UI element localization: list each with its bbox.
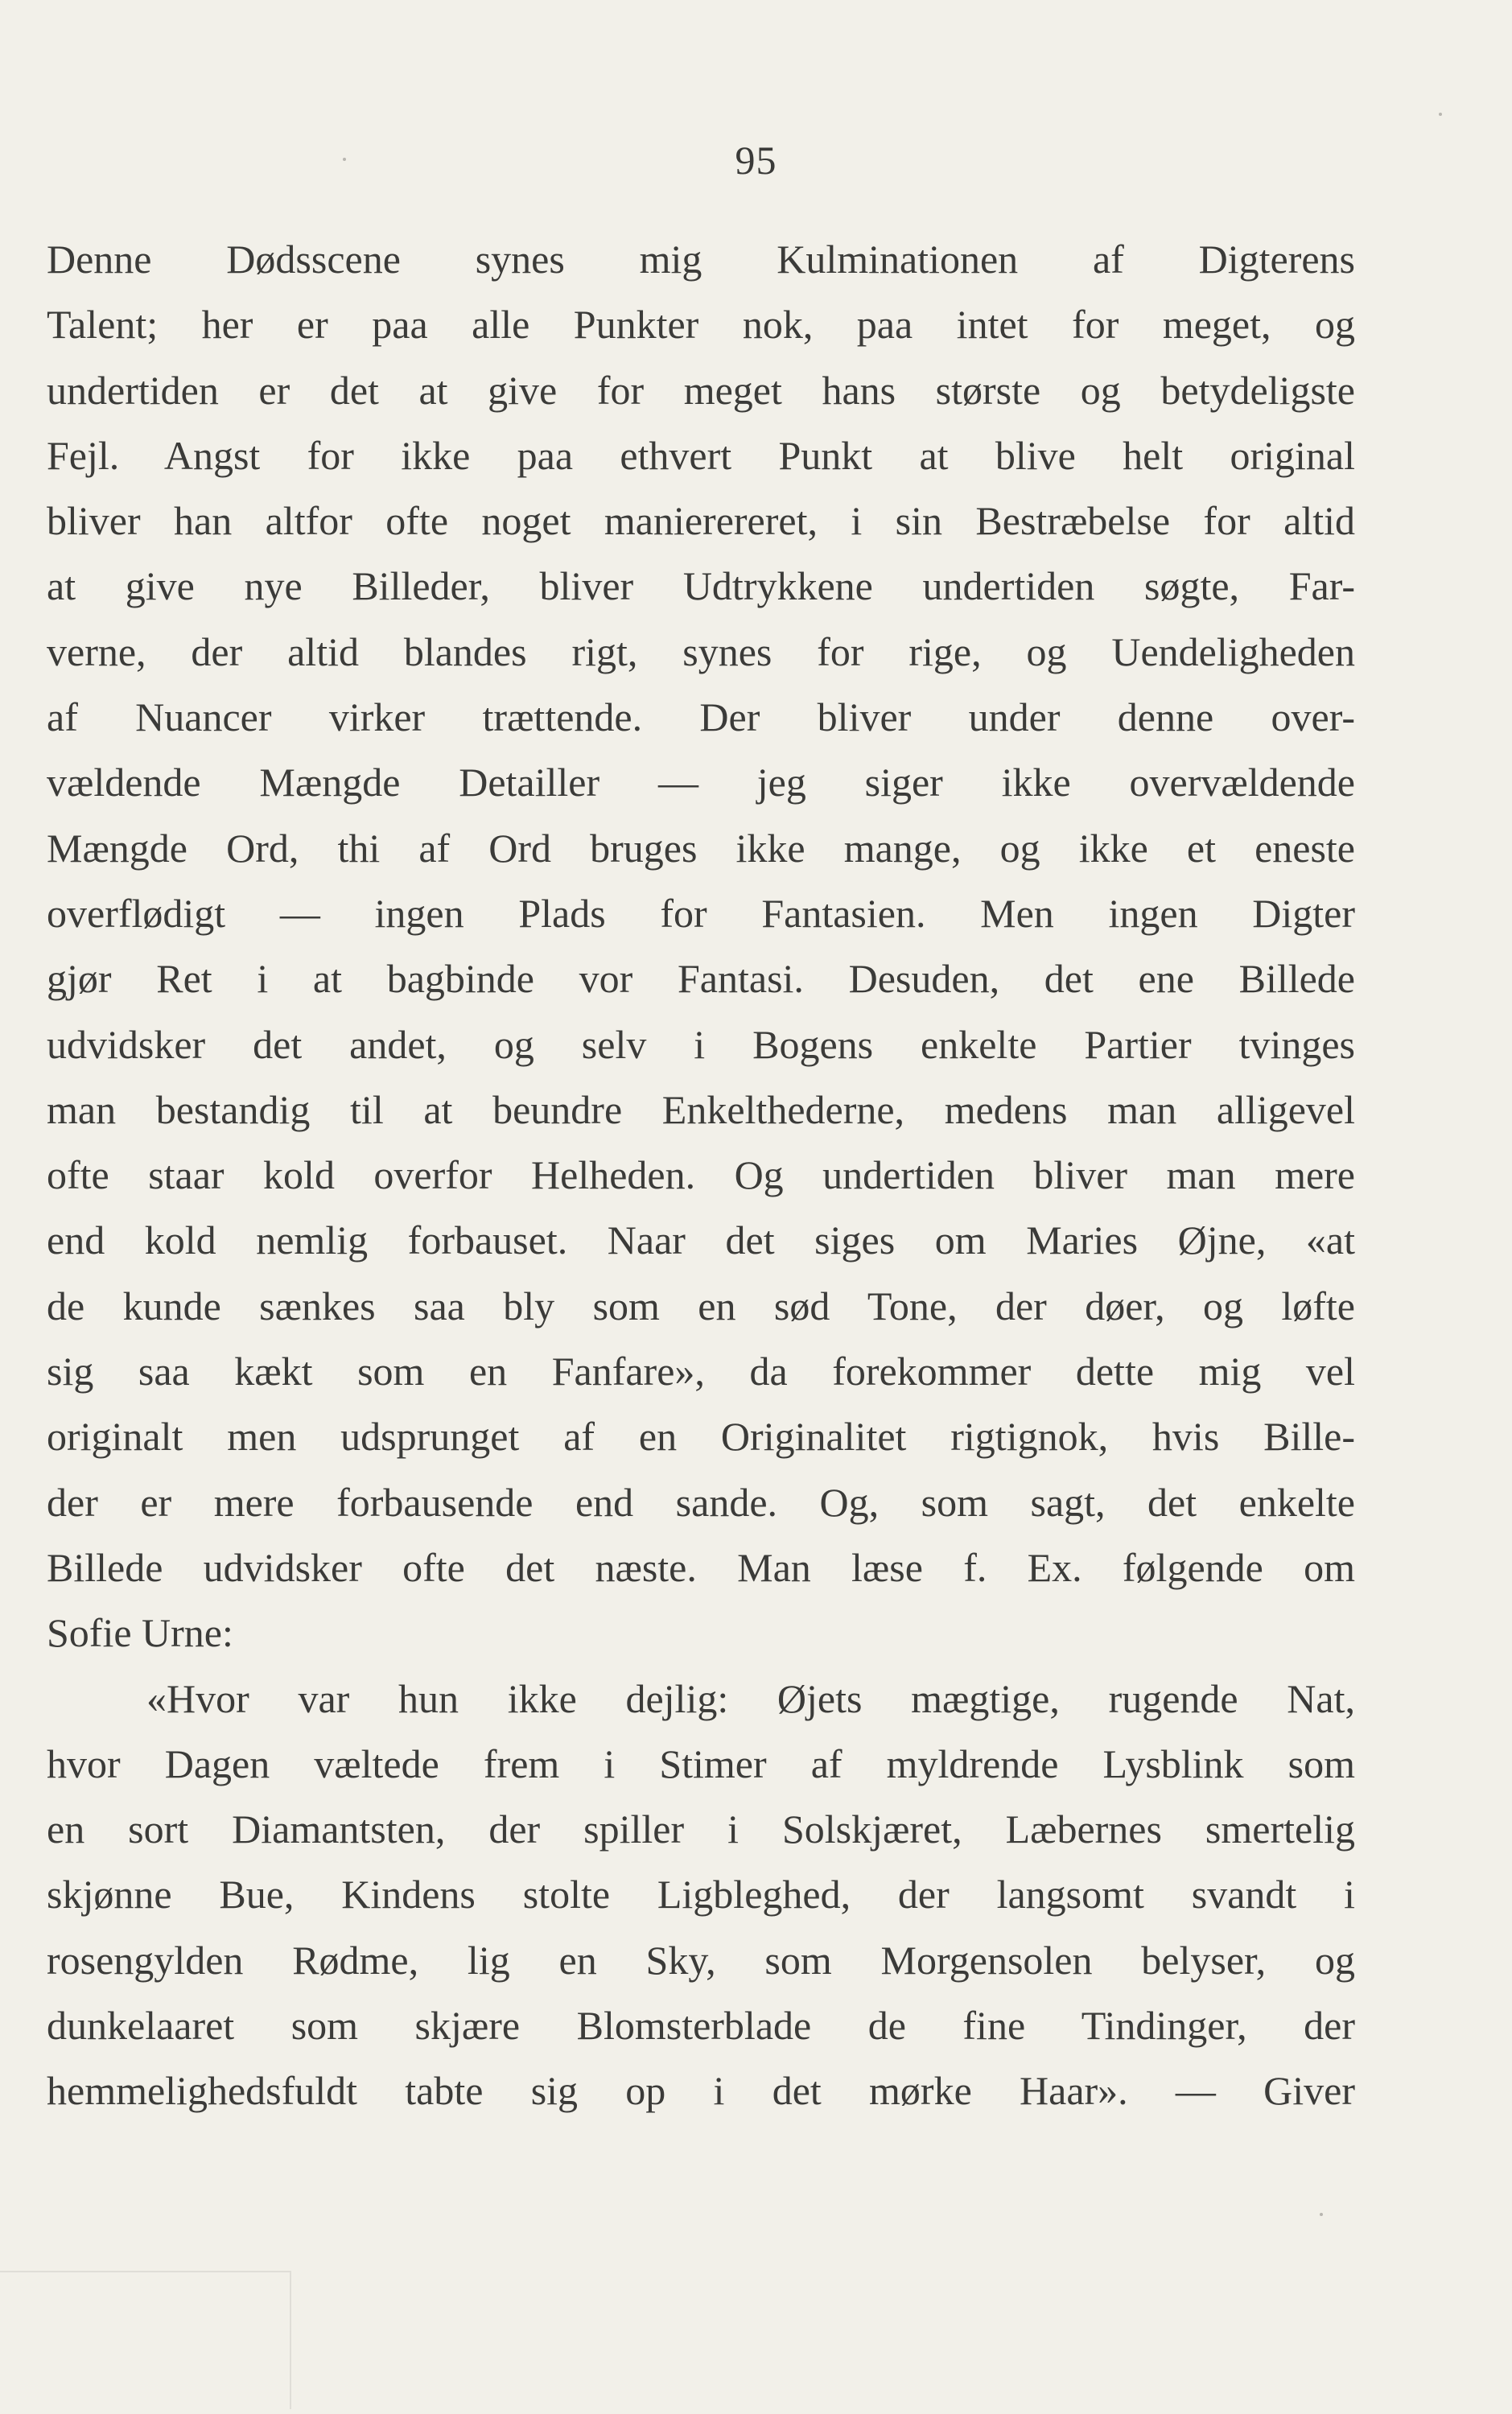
text-line: Denne Dødsscene synes mig Kulminationen af Digterens	[47, 237, 1355, 282]
text-line: Billede udvidsker ofte det næste. Man læse f. Ex. følgende om	[47, 1544, 1355, 1590]
text-line: «Hvor var hun ikke dejlig: Øjets mægtige, rugende Nat,	[146, 1675, 1355, 1721]
text-line: at give nye Billeder, bliver Udtrykkene undertiden søgte, Far-	[47, 563, 1355, 609]
text-line: sig saa kækt som en Fanfare», da forekommer dette mig vel	[47, 1349, 1355, 1394]
text-line: Mængde Ord, thi af Ord bruges ikke mange, og ikke et eneste	[47, 825, 1355, 871]
text-line: end kold nemlig forbauset. Naar det siges om Maries Øjne, «at	[47, 1217, 1355, 1263]
text-line: hvor Dagen væltede frem i Stimer af myldrende Lysblink som	[47, 1740, 1355, 1786]
text-line: en sort Diamantsten, der spiller i Solskjæret, Læbernes smertelig	[47, 1806, 1355, 1852]
text-line: bliver han altfor ofte noget manierereret, i sin Bestræbelse for altid	[47, 498, 1355, 544]
page-number: 95	[735, 138, 777, 183]
text-line: hemmelighedsfuldt tabte sig op i det mørke Haar». — Giver	[47, 2068, 1355, 2114]
text-line: dunkelaaret som skjære Blomsterblade de fine Tindinger, der	[47, 2003, 1355, 2049]
text-line: Sofie Urne:	[47, 1610, 233, 1656]
text-line: originalt men udsprunget af en Originalitet rigtignok, hvis Bille-	[47, 1414, 1355, 1460]
paper-speck	[343, 158, 346, 161]
text-line: der er mere forbausende end sande. Og, som sagt, det enkelte	[47, 1479, 1355, 1525]
paper-speck	[1320, 2213, 1323, 2216]
text-line: verne, der altid blandes rigt, synes for rige, og Uendeligheden	[47, 628, 1355, 674]
body-text	[47, 227, 1355, 2124]
text-line: gjør Ret i at bagbinde vor Fantasi. Desuden, det ene Billede	[47, 956, 1355, 1002]
scan-artifact-frame	[0, 2271, 291, 2409]
text-line: overflødigt — ingen Plads for Fantasien. Men ingen Digter	[47, 890, 1355, 936]
text-line: Talent; her er paa alle Punkter nok, paa intet for meget, og	[47, 302, 1355, 348]
text-line: Fejl. Angst for ikke paa ethvert Punkt at blive helt original	[47, 432, 1355, 478]
text-line: rosengylden Rødme, lig en Sky, som Morgensolen belyser, og	[47, 1937, 1355, 1983]
text-line: undertiden er det at give for meget hans største og betydeligste	[47, 367, 1355, 413]
text-line: man bestandig til at beundre Enkelthederne, medens man alligevel	[47, 1086, 1355, 1132]
text-line: ofte staar kold overfor Helheden. Og undertiden bliver man mere	[47, 1152, 1355, 1198]
text-line: skjønne Bue, Kindens stolte Ligbleghed, der langsomt svandt i	[47, 1872, 1355, 1918]
text-line: vældende Mængde Detailler — jeg siger ikke overvældende	[47, 760, 1355, 805]
text-line: de kunde sænkes saa bly som en sød Tone, der døer, og løfte	[47, 1283, 1355, 1329]
paper-speck	[1439, 113, 1442, 116]
text-line: udvidsker det andet, og selv i Bogens enkelte Partier tvinges	[47, 1021, 1355, 1067]
text-line: af Nuancer virker trættende. Der bliver under denne over-	[47, 694, 1355, 740]
